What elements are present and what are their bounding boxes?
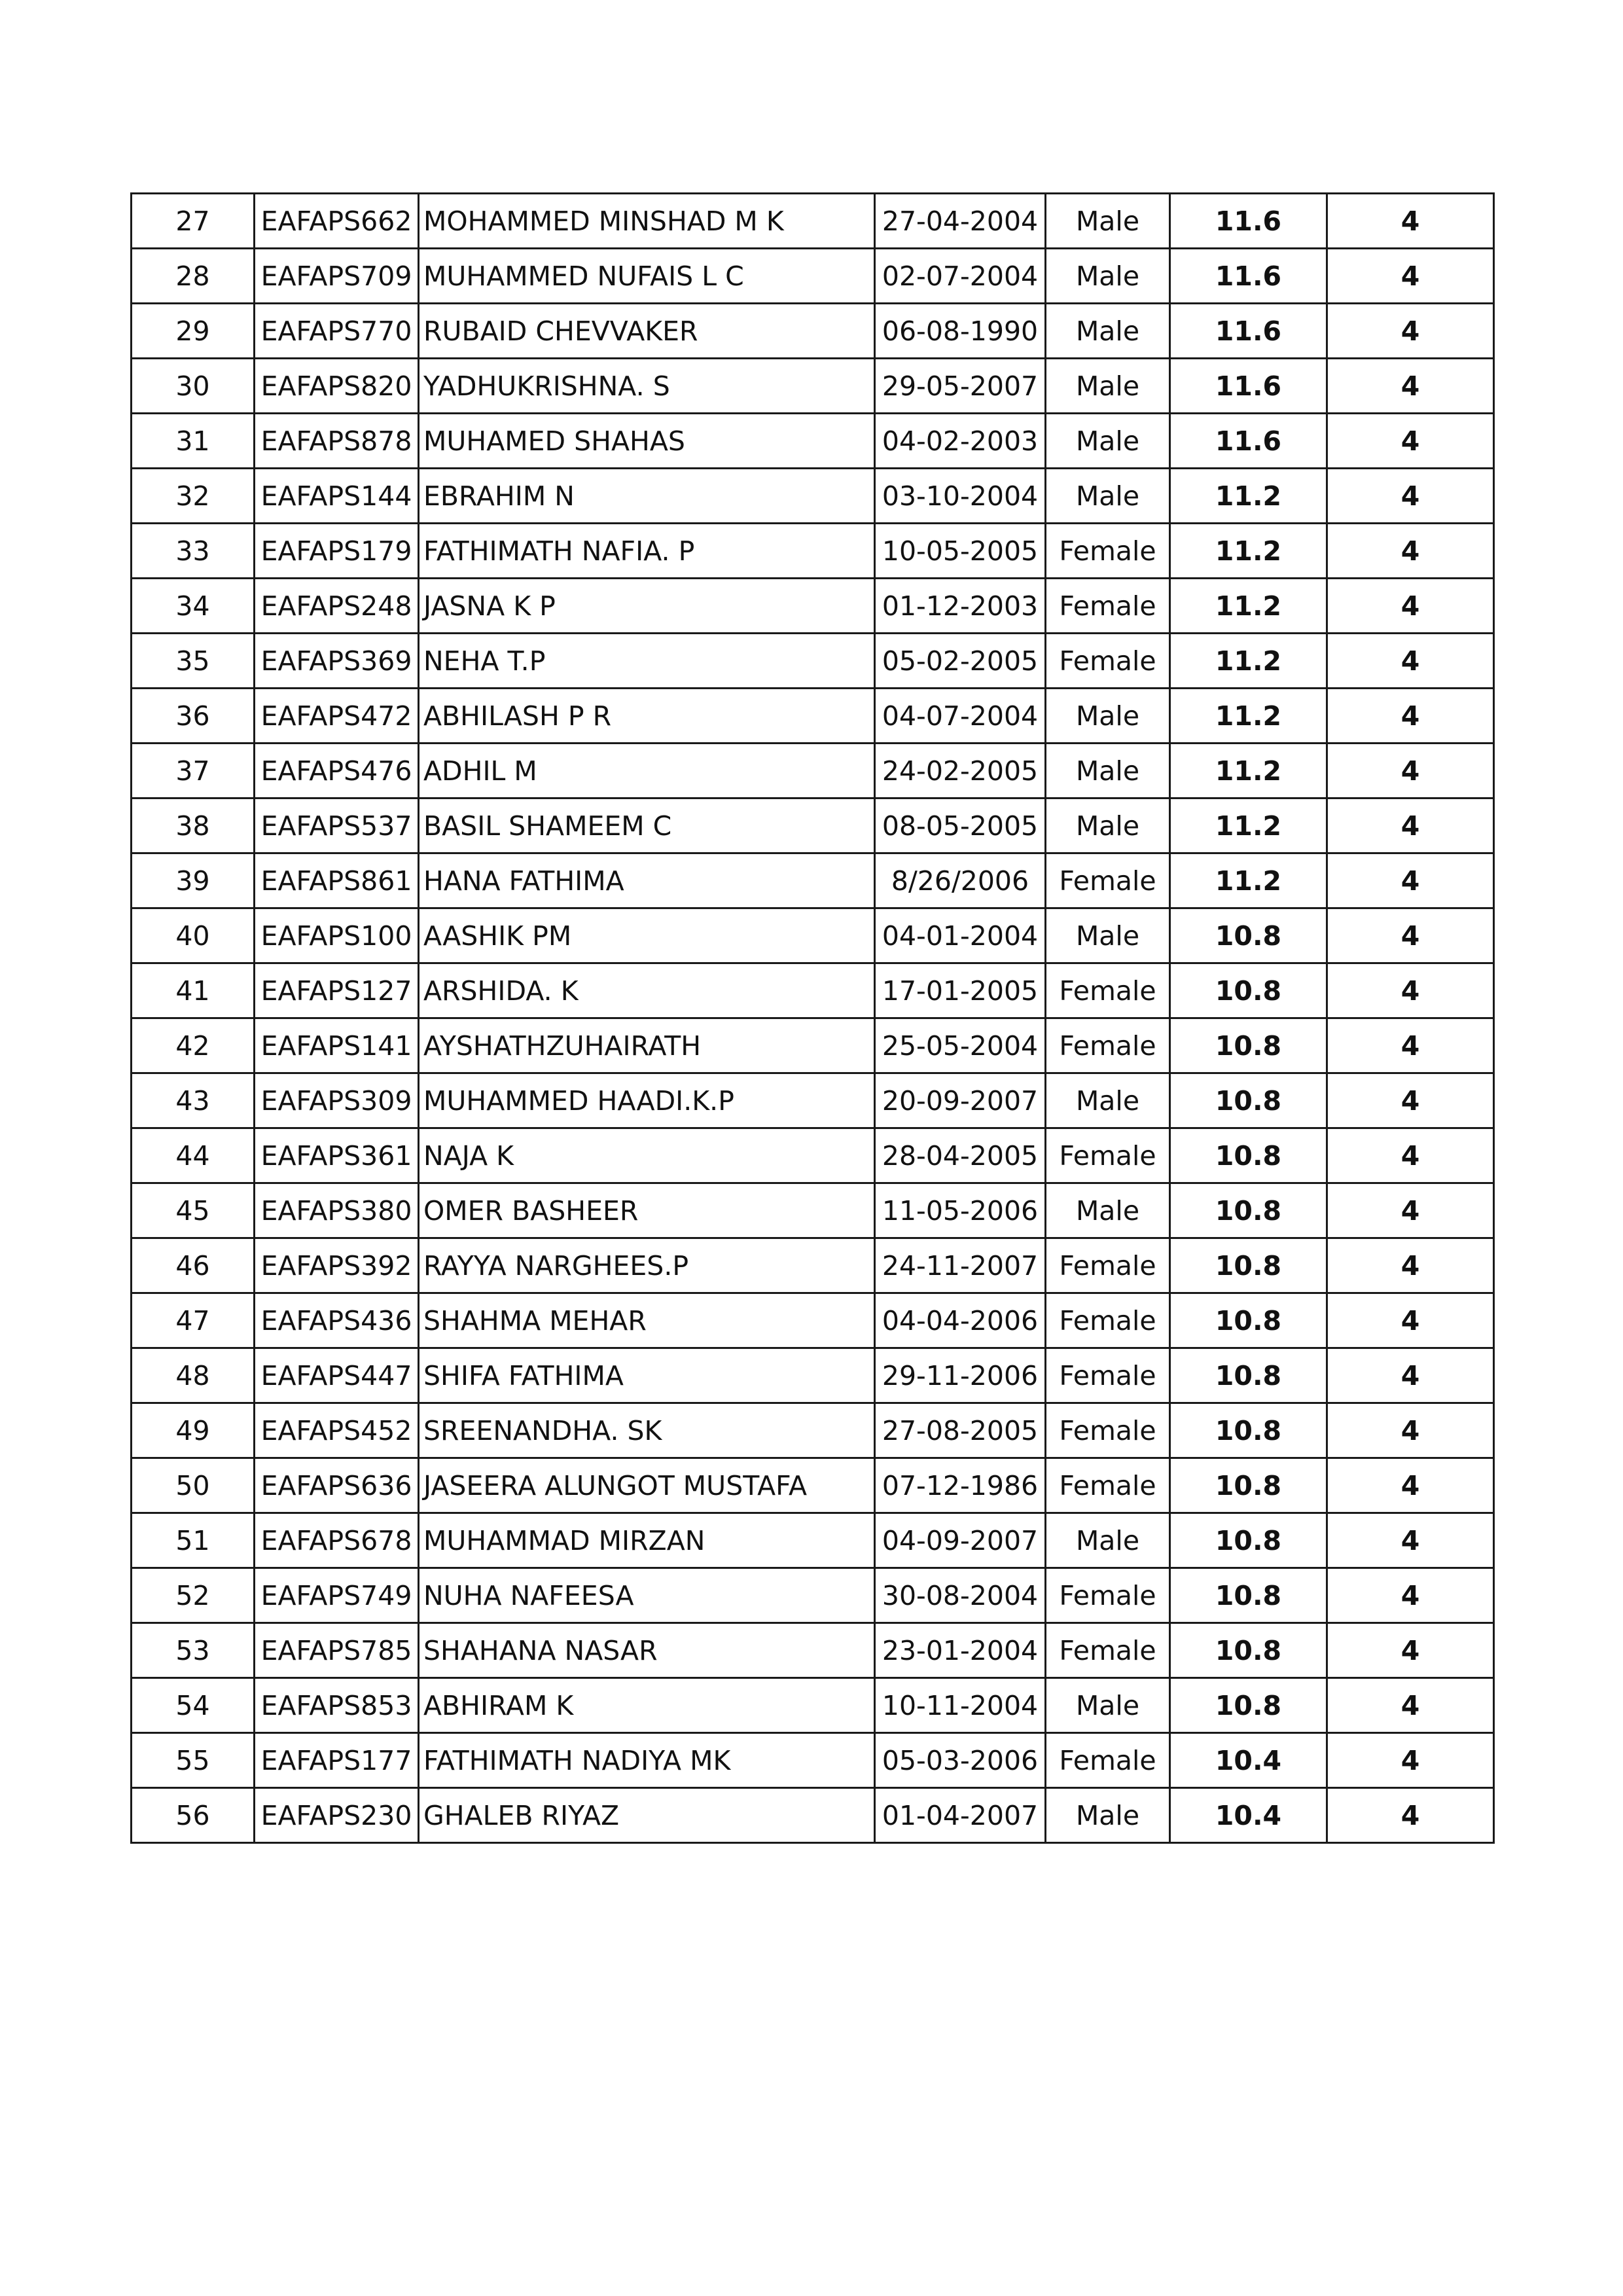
date-of-birth-cell: 24-02-2005 bbox=[875, 744, 1046, 798]
gender-cell: Male bbox=[1046, 359, 1170, 414]
candidate-name-cell: AYSHATHZUHAIRATH bbox=[419, 1018, 875, 1073]
rank-cell: 4 bbox=[1327, 1623, 1494, 1678]
gender-cell: Female bbox=[1046, 1128, 1170, 1183]
gender-cell: Female bbox=[1046, 1733, 1170, 1788]
application-number-cell: EAFAPS361 bbox=[255, 1128, 419, 1183]
date-of-birth-cell: 07-12-1986 bbox=[875, 1458, 1046, 1513]
table-row bbox=[132, 1238, 1494, 1293]
application-number-cell: EAFAPS878 bbox=[255, 414, 419, 469]
gender-cell: Female bbox=[1046, 634, 1170, 689]
application-number-cell: EAFAPS678 bbox=[255, 1513, 419, 1568]
score-cell: 11.2 bbox=[1170, 524, 1327, 579]
candidate-name-cell: FATHIMATH NAFIA. P bbox=[419, 524, 875, 579]
date-of-birth-cell: 25-05-2004 bbox=[875, 1018, 1046, 1073]
score-cell: 10.8 bbox=[1170, 1403, 1327, 1458]
score-cell: 10.4 bbox=[1170, 1788, 1327, 1843]
rank-cell: 4 bbox=[1327, 1348, 1494, 1403]
application-number-cell: EAFAPS452 bbox=[255, 1403, 419, 1458]
serial-number-cell: 47 bbox=[132, 1293, 255, 1348]
candidate-name-cell: NEHA T.P bbox=[419, 634, 875, 689]
date-of-birth-cell: 03-10-2004 bbox=[875, 469, 1046, 524]
rank-cell: 4 bbox=[1327, 1458, 1494, 1513]
candidate-name-cell: OMER BASHEER bbox=[419, 1183, 875, 1238]
serial-number-cell: 38 bbox=[132, 798, 255, 853]
gender-cell: Female bbox=[1046, 1348, 1170, 1403]
serial-number-cell: 35 bbox=[132, 634, 255, 689]
serial-number-cell: 46 bbox=[132, 1238, 255, 1293]
table-row bbox=[132, 1293, 1494, 1348]
score-cell: 10.8 bbox=[1170, 1073, 1327, 1128]
application-number-cell: EAFAPS472 bbox=[255, 689, 419, 744]
gender-cell: Male bbox=[1046, 469, 1170, 524]
rank-cell: 4 bbox=[1327, 304, 1494, 359]
table-row bbox=[132, 579, 1494, 634]
serial-number-cell: 44 bbox=[132, 1128, 255, 1183]
table-row bbox=[132, 304, 1494, 359]
table-row bbox=[132, 1458, 1494, 1513]
date-of-birth-cell: 04-09-2007 bbox=[875, 1513, 1046, 1568]
serial-number-cell: 32 bbox=[132, 469, 255, 524]
rank-cell: 4 bbox=[1327, 359, 1494, 414]
candidate-name-cell: JASEERA ALUNGOT MUSTAFA bbox=[419, 1458, 875, 1513]
date-of-birth-cell: 05-03-2006 bbox=[875, 1733, 1046, 1788]
serial-number-cell: 36 bbox=[132, 689, 255, 744]
candidate-name-cell: ARSHIDA. K bbox=[419, 963, 875, 1018]
rank-cell: 4 bbox=[1327, 1568, 1494, 1623]
score-cell: 10.8 bbox=[1170, 908, 1327, 963]
score-cell: 10.8 bbox=[1170, 1293, 1327, 1348]
table-row bbox=[132, 634, 1494, 689]
table-row bbox=[132, 1073, 1494, 1128]
score-cell: 10.4 bbox=[1170, 1733, 1327, 1788]
score-cell: 10.8 bbox=[1170, 1458, 1327, 1513]
gender-cell: Female bbox=[1046, 1458, 1170, 1513]
gender-cell: Male bbox=[1046, 689, 1170, 744]
score-cell: 10.8 bbox=[1170, 1568, 1327, 1623]
serial-number-cell: 45 bbox=[132, 1183, 255, 1238]
candidate-name-cell: YADHUKRISHNA. S bbox=[419, 359, 875, 414]
candidate-name-cell: SHIFA FATHIMA bbox=[419, 1348, 875, 1403]
score-cell: 11.6 bbox=[1170, 304, 1327, 359]
table-row bbox=[132, 1568, 1494, 1623]
candidate-name-cell: RUBAID CHEVVAKER bbox=[419, 304, 875, 359]
score-cell: 11.2 bbox=[1170, 744, 1327, 798]
score-cell: 11.2 bbox=[1170, 689, 1327, 744]
rank-cell: 4 bbox=[1327, 1733, 1494, 1788]
score-cell: 11.2 bbox=[1170, 798, 1327, 853]
table-row bbox=[132, 1788, 1494, 1843]
table-row bbox=[132, 524, 1494, 579]
date-of-birth-cell: 01-04-2007 bbox=[875, 1788, 1046, 1843]
score-cell: 11.2 bbox=[1170, 634, 1327, 689]
gender-cell: Male bbox=[1046, 1073, 1170, 1128]
table-row bbox=[132, 469, 1494, 524]
application-number-cell: EAFAPS141 bbox=[255, 1018, 419, 1073]
application-number-cell: EAFAPS636 bbox=[255, 1458, 419, 1513]
rank-list-table bbox=[130, 192, 1495, 1844]
gender-cell: Male bbox=[1046, 1788, 1170, 1843]
date-of-birth-cell: 06-08-1990 bbox=[875, 304, 1046, 359]
table-row bbox=[132, 414, 1494, 469]
table-row bbox=[132, 1403, 1494, 1458]
rank-cell: 4 bbox=[1327, 1128, 1494, 1183]
application-number-cell: EAFAPS820 bbox=[255, 359, 419, 414]
application-number-cell: EAFAPS749 bbox=[255, 1568, 419, 1623]
rank-cell: 4 bbox=[1327, 634, 1494, 689]
candidate-name-cell: BASIL SHAMEEM C bbox=[419, 798, 875, 853]
serial-number-cell: 40 bbox=[132, 908, 255, 963]
application-number-cell: EAFAPS537 bbox=[255, 798, 419, 853]
application-number-cell: EAFAPS179 bbox=[255, 524, 419, 579]
score-cell: 10.8 bbox=[1170, 1018, 1327, 1073]
score-cell: 10.8 bbox=[1170, 1678, 1327, 1733]
rank-list-body bbox=[132, 194, 1494, 1843]
gender-cell: Male bbox=[1046, 194, 1170, 249]
rank-cell: 4 bbox=[1327, 1403, 1494, 1458]
application-number-cell: EAFAPS144 bbox=[255, 469, 419, 524]
gender-cell: Female bbox=[1046, 1623, 1170, 1678]
serial-number-cell: 54 bbox=[132, 1678, 255, 1733]
application-number-cell: EAFAPS127 bbox=[255, 963, 419, 1018]
table-row bbox=[132, 908, 1494, 963]
candidate-name-cell: MUHAMMED NUFAIS L C bbox=[419, 249, 875, 304]
date-of-birth-cell: 08-05-2005 bbox=[875, 798, 1046, 853]
score-cell: 11.2 bbox=[1170, 853, 1327, 908]
rank-cell: 4 bbox=[1327, 1678, 1494, 1733]
gender-cell: Female bbox=[1046, 524, 1170, 579]
gender-cell: Male bbox=[1046, 1183, 1170, 1238]
date-of-birth-cell: 04-02-2003 bbox=[875, 414, 1046, 469]
application-number-cell: EAFAPS861 bbox=[255, 853, 419, 908]
date-of-birth-cell: 23-01-2004 bbox=[875, 1623, 1046, 1678]
date-of-birth-cell: 04-04-2006 bbox=[875, 1293, 1046, 1348]
serial-number-cell: 48 bbox=[132, 1348, 255, 1403]
candidate-name-cell: JASNA K P bbox=[419, 579, 875, 634]
date-of-birth-cell: 24-11-2007 bbox=[875, 1238, 1046, 1293]
score-cell: 10.8 bbox=[1170, 1128, 1327, 1183]
gender-cell: Female bbox=[1046, 963, 1170, 1018]
serial-number-cell: 39 bbox=[132, 853, 255, 908]
application-number-cell: EAFAPS177 bbox=[255, 1733, 419, 1788]
table-row bbox=[132, 963, 1494, 1018]
table-row bbox=[132, 1678, 1494, 1733]
serial-number-cell: 34 bbox=[132, 579, 255, 634]
date-of-birth-cell: 29-11-2006 bbox=[875, 1348, 1046, 1403]
table-row bbox=[132, 359, 1494, 414]
gender-cell: Female bbox=[1046, 853, 1170, 908]
table-row bbox=[132, 194, 1494, 249]
table-row bbox=[132, 1513, 1494, 1568]
gender-cell: Male bbox=[1046, 304, 1170, 359]
rank-cell: 4 bbox=[1327, 1073, 1494, 1128]
rank-cell: 4 bbox=[1327, 579, 1494, 634]
date-of-birth-cell: 29-05-2007 bbox=[875, 359, 1046, 414]
candidate-name-cell: SREENANDHA. SK bbox=[419, 1403, 875, 1458]
date-of-birth-cell: 04-07-2004 bbox=[875, 689, 1046, 744]
date-of-birth-cell: 05-02-2005 bbox=[875, 634, 1046, 689]
rank-cell: 4 bbox=[1327, 744, 1494, 798]
gender-cell: Female bbox=[1046, 1293, 1170, 1348]
candidate-name-cell: NUHA NAFEESA bbox=[419, 1568, 875, 1623]
application-number-cell: EAFAPS436 bbox=[255, 1293, 419, 1348]
candidate-name-cell: GHALEB RIYAZ bbox=[419, 1788, 875, 1843]
serial-number-cell: 37 bbox=[132, 744, 255, 798]
score-cell: 10.8 bbox=[1170, 1513, 1327, 1568]
score-cell: 10.8 bbox=[1170, 1623, 1327, 1678]
serial-number-cell: 51 bbox=[132, 1513, 255, 1568]
date-of-birth-cell: 8/26/2006 bbox=[875, 853, 1046, 908]
candidate-name-cell: SHAHANA NASAR bbox=[419, 1623, 875, 1678]
candidate-name-cell: ABHIRAM K bbox=[419, 1678, 875, 1733]
application-number-cell: EAFAPS100 bbox=[255, 908, 419, 963]
serial-number-cell: 50 bbox=[132, 1458, 255, 1513]
score-cell: 11.6 bbox=[1170, 249, 1327, 304]
candidate-name-cell: MUHAMED SHAHAS bbox=[419, 414, 875, 469]
gender-cell: Male bbox=[1046, 1678, 1170, 1733]
gender-cell: Male bbox=[1046, 249, 1170, 304]
candidate-name-cell: ABHILASH P R bbox=[419, 689, 875, 744]
date-of-birth-cell: 04-01-2004 bbox=[875, 908, 1046, 963]
gender-cell: Male bbox=[1046, 908, 1170, 963]
application-number-cell: EAFAPS380 bbox=[255, 1183, 419, 1238]
score-cell: 10.8 bbox=[1170, 1238, 1327, 1293]
candidate-name-cell: MUHAMMAD MIRZAN bbox=[419, 1513, 875, 1568]
serial-number-cell: 31 bbox=[132, 414, 255, 469]
score-cell: 11.6 bbox=[1170, 414, 1327, 469]
gender-cell: Male bbox=[1046, 798, 1170, 853]
date-of-birth-cell: 17-01-2005 bbox=[875, 963, 1046, 1018]
application-number-cell: EAFAPS230 bbox=[255, 1788, 419, 1843]
candidate-name-cell: HANA FATHIMA bbox=[419, 853, 875, 908]
gender-cell: Female bbox=[1046, 579, 1170, 634]
rank-cell: 4 bbox=[1327, 689, 1494, 744]
score-cell: 11.6 bbox=[1170, 194, 1327, 249]
application-number-cell: EAFAPS447 bbox=[255, 1348, 419, 1403]
table-row bbox=[132, 1623, 1494, 1678]
score-cell: 11.2 bbox=[1170, 579, 1327, 634]
table-row bbox=[132, 1183, 1494, 1238]
score-cell: 10.8 bbox=[1170, 1348, 1327, 1403]
application-number-cell: EAFAPS248 bbox=[255, 579, 419, 634]
gender-cell: Male bbox=[1046, 414, 1170, 469]
date-of-birth-cell: 27-04-2004 bbox=[875, 194, 1046, 249]
rank-cell: 4 bbox=[1327, 798, 1494, 853]
rank-cell: 4 bbox=[1327, 963, 1494, 1018]
rank-cell: 4 bbox=[1327, 1238, 1494, 1293]
table-row bbox=[132, 1348, 1494, 1403]
rank-cell: 4 bbox=[1327, 469, 1494, 524]
date-of-birth-cell: 20-09-2007 bbox=[875, 1073, 1046, 1128]
candidate-name-cell: AASHIK PM bbox=[419, 908, 875, 963]
serial-number-cell: 52 bbox=[132, 1568, 255, 1623]
serial-number-cell: 53 bbox=[132, 1623, 255, 1678]
rank-cell: 4 bbox=[1327, 1513, 1494, 1568]
table-row bbox=[132, 689, 1494, 744]
serial-number-cell: 30 bbox=[132, 359, 255, 414]
rank-cell: 4 bbox=[1327, 1788, 1494, 1843]
rank-cell: 4 bbox=[1327, 249, 1494, 304]
candidate-name-cell: ADHIL M bbox=[419, 744, 875, 798]
application-number-cell: EAFAPS369 bbox=[255, 634, 419, 689]
serial-number-cell: 55 bbox=[132, 1733, 255, 1788]
gender-cell: Female bbox=[1046, 1018, 1170, 1073]
date-of-birth-cell: 10-11-2004 bbox=[875, 1678, 1046, 1733]
candidate-name-cell: EBRAHIM N bbox=[419, 469, 875, 524]
serial-number-cell: 28 bbox=[132, 249, 255, 304]
application-number-cell: EAFAPS709 bbox=[255, 249, 419, 304]
rank-cell: 4 bbox=[1327, 524, 1494, 579]
date-of-birth-cell: 11-05-2006 bbox=[875, 1183, 1046, 1238]
rank-cell: 4 bbox=[1327, 908, 1494, 963]
candidate-name-cell: RAYYA NARGHEES.P bbox=[419, 1238, 875, 1293]
serial-number-cell: 42 bbox=[132, 1018, 255, 1073]
gender-cell: Male bbox=[1046, 1513, 1170, 1568]
candidate-name-cell: FATHIMATH NADIYA MK bbox=[419, 1733, 875, 1788]
table-row bbox=[132, 1018, 1494, 1073]
score-cell: 10.8 bbox=[1170, 1183, 1327, 1238]
gender-cell: Female bbox=[1046, 1403, 1170, 1458]
gender-cell: Female bbox=[1046, 1238, 1170, 1293]
gender-cell: Male bbox=[1046, 744, 1170, 798]
date-of-birth-cell: 10-05-2005 bbox=[875, 524, 1046, 579]
table-row bbox=[132, 1733, 1494, 1788]
candidate-name-cell: SHAHMA MEHAR bbox=[419, 1293, 875, 1348]
application-number-cell: EAFAPS309 bbox=[255, 1073, 419, 1128]
date-of-birth-cell: 30-08-2004 bbox=[875, 1568, 1046, 1623]
table-row bbox=[132, 249, 1494, 304]
serial-number-cell: 49 bbox=[132, 1403, 255, 1458]
serial-number-cell: 56 bbox=[132, 1788, 255, 1843]
application-number-cell: EAFAPS853 bbox=[255, 1678, 419, 1733]
table-row bbox=[132, 798, 1494, 853]
rank-cell: 4 bbox=[1327, 1183, 1494, 1238]
score-cell: 10.8 bbox=[1170, 963, 1327, 1018]
candidate-name-cell: MUHAMMED HAADI.K.P bbox=[419, 1073, 875, 1128]
serial-number-cell: 41 bbox=[132, 963, 255, 1018]
serial-number-cell: 43 bbox=[132, 1073, 255, 1128]
application-number-cell: EAFAPS785 bbox=[255, 1623, 419, 1678]
rank-cell: 4 bbox=[1327, 414, 1494, 469]
rank-cell: 4 bbox=[1327, 1293, 1494, 1348]
application-number-cell: EAFAPS392 bbox=[255, 1238, 419, 1293]
rank-cell: 4 bbox=[1327, 194, 1494, 249]
date-of-birth-cell: 28-04-2005 bbox=[875, 1128, 1046, 1183]
score-cell: 11.6 bbox=[1170, 359, 1327, 414]
score-cell: 11.2 bbox=[1170, 469, 1327, 524]
application-number-cell: EAFAPS770 bbox=[255, 304, 419, 359]
date-of-birth-cell: 27-08-2005 bbox=[875, 1403, 1046, 1458]
serial-number-cell: 27 bbox=[132, 194, 255, 249]
candidate-name-cell: MOHAMMED MINSHAD M K bbox=[419, 194, 875, 249]
table-row bbox=[132, 1128, 1494, 1183]
application-number-cell: EAFAPS476 bbox=[255, 744, 419, 798]
table-row bbox=[132, 853, 1494, 908]
table-row bbox=[132, 744, 1494, 798]
application-number-cell: EAFAPS662 bbox=[255, 194, 419, 249]
rank-cell: 4 bbox=[1327, 1018, 1494, 1073]
date-of-birth-cell: 02-07-2004 bbox=[875, 249, 1046, 304]
serial-number-cell: 29 bbox=[132, 304, 255, 359]
candidate-name-cell: NAJA K bbox=[419, 1128, 875, 1183]
serial-number-cell: 33 bbox=[132, 524, 255, 579]
rank-cell: 4 bbox=[1327, 853, 1494, 908]
date-of-birth-cell: 01-12-2003 bbox=[875, 579, 1046, 634]
gender-cell: Female bbox=[1046, 1568, 1170, 1623]
